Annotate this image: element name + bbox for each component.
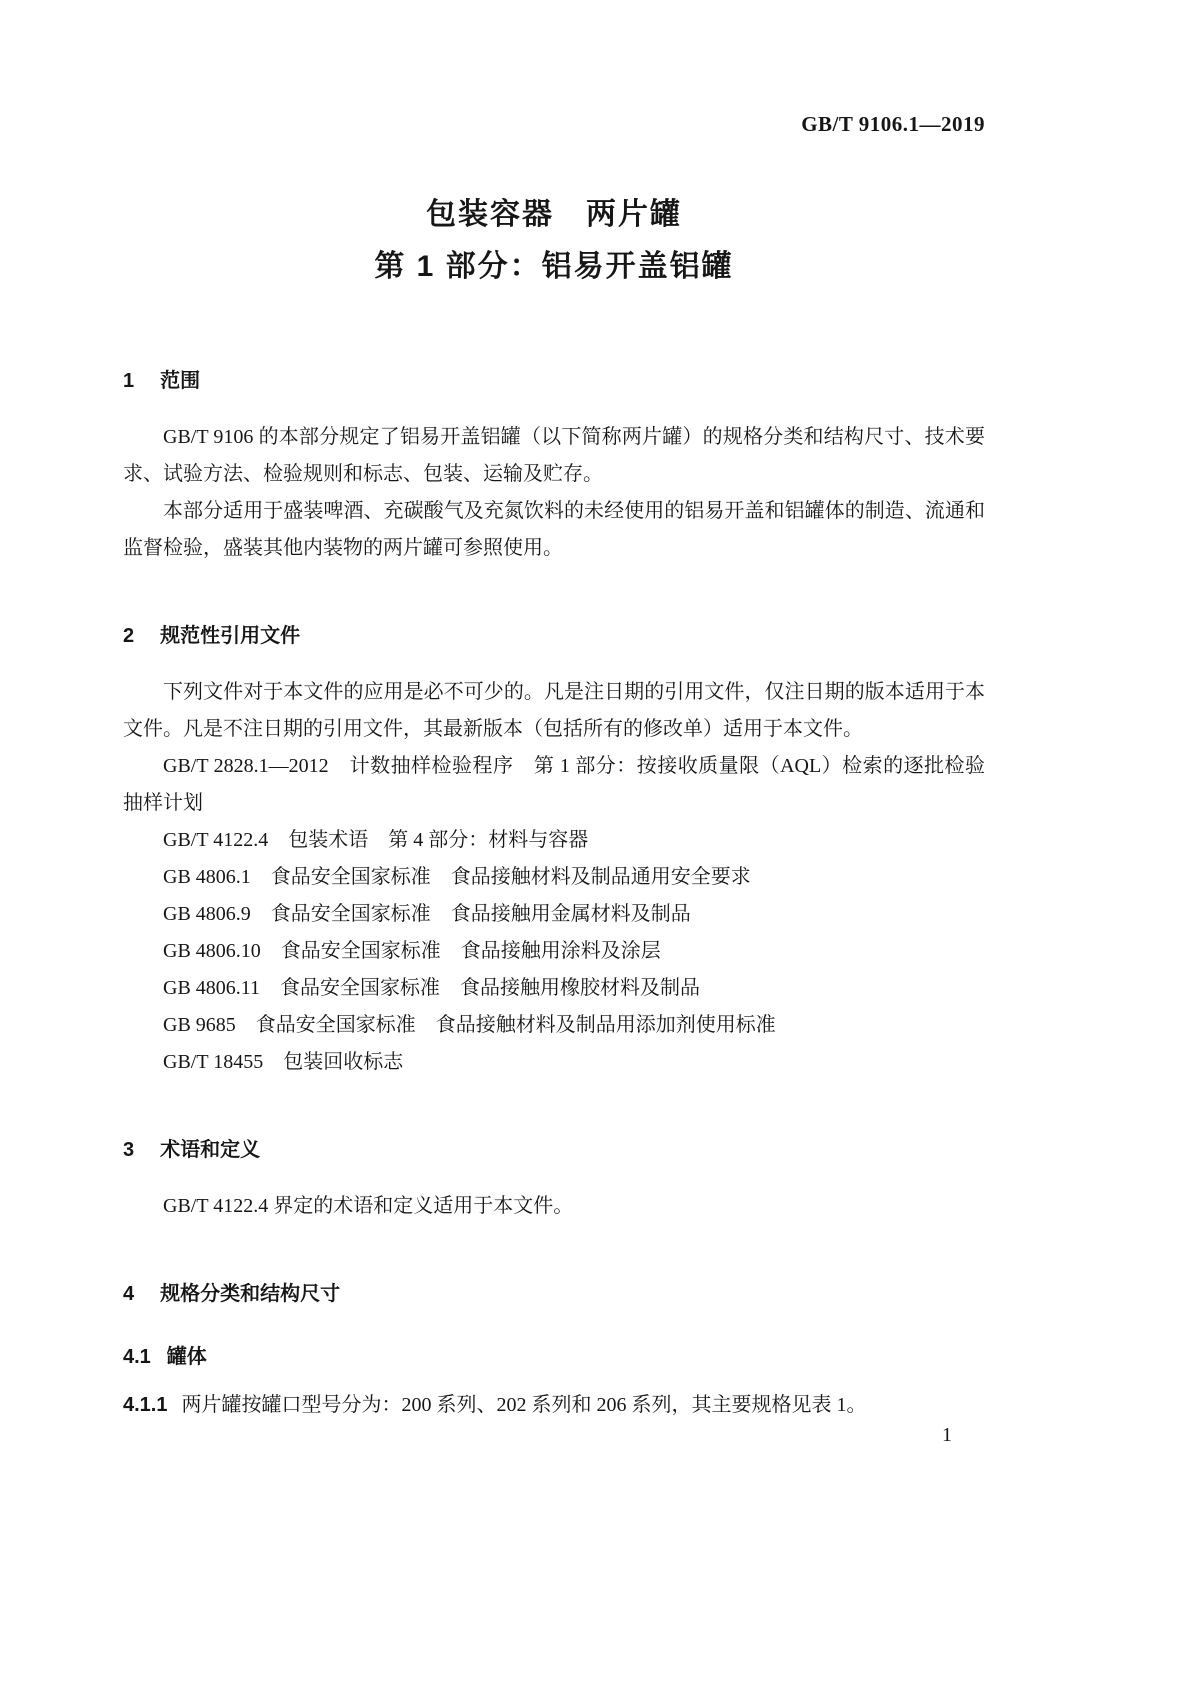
section-1-title: 范围 [160,370,201,393]
page-number: 1 [942,1424,952,1446]
section-2-title: 规范性引用文件 [160,625,301,648]
subsection-4-1-number: 4.1 [123,1346,151,1369]
section-scope [123,364,985,567]
reference-item: GB 9685 食品安全国家标准 食品接触材料及制品用添加剂使用标准 [163,1014,776,1037]
title-line-2: 第 1 部分：铝易开盖铝罐 [374,249,734,283]
reference-item: GB/T 4122.4 包装术语 第 4 部分：材料与容器 [163,829,589,852]
section-1-heading [123,364,985,393]
document-title [123,189,985,292]
section-1-number: 1 [123,370,135,393]
reference-item: GB 4806.1 食品安全国家标准 食品接触材料及制品通用安全要求 [163,866,751,889]
reference-item: GB 4806.9 食品安全国家标准 食品接触用金属材料及制品 [163,903,691,926]
standard-number: GB/T 9106.1—2019 [801,112,985,136]
page-content [123,0,985,1424]
section-2-heading [123,619,985,648]
title-line-1: 包装容器 两片罐 [426,198,682,231]
document-header [123,0,985,137]
subsection-4-1-title: 罐体 [166,1346,207,1369]
section-2-number: 2 [123,625,135,648]
paragraph-terms: GB/T 4122.4 界定的术语和定义适用于本文件。 [163,1195,574,1218]
section-4-heading [123,1277,985,1306]
clause-4-1-1 [123,1387,985,1424]
reference-item: GB/T 2828.1—2012 计数抽样检验程序 第 1 部分：按接收质量限（AQL）检索的逐批检验抽样计划 [123,755,985,815]
reference-item: GB 4806.10 食品安全国家标准 食品接触用涂料及涂层 [163,940,661,963]
paragraph-references-intro: 下列文件对于本文件的应用是必不可少的。凡是注日期的引用文件，仅注日期的版本适用于本文件。凡是不注日期的引用文件，其最新版本（包括所有的修改单）适用于本文件。 [123,681,985,741]
section-3-title: 术语和定义 [160,1139,261,1162]
section-classification-dimensions [123,1277,985,1424]
paragraph-scope-1: GB/T 9106 的本部分规定了铝易开盖铝罐（以下简称两片罐）的规格分类和结构尺寸、技术要求、试验方法、检验规则和标志、包装、运输及贮存。 [123,426,985,486]
section-4-number: 4 [123,1283,135,1306]
paragraph-scope-2: 本部分适用于盛装啤酒、充碳酸气及充氮饮料的未经使用的铝易开盖和铝罐体的制造、流通和监督检验，盛装其他内装物的两片罐可参照使用。 [123,500,985,560]
section-3-number: 3 [123,1139,135,1162]
section-3-heading [123,1133,985,1162]
subsection-4-1-heading [123,1340,985,1369]
section-terms-definitions [123,1133,985,1225]
section-normative-references [123,619,985,1081]
clause-4-1-1-number: 4.1.1 [123,1394,168,1417]
clause-4-1-1-text: 两片罐按罐口型号分为：200 系列、202 系列和 206 系列，其主要规格见表 1。 [181,1394,867,1417]
reference-item: GB/T 18455 包装回收标志 [163,1051,404,1074]
section-4-title: 规格分类和结构尺寸 [160,1283,341,1306]
reference-item: GB 4806.11 食品安全国家标准 食品接触用橡胶材料及制品 [163,977,701,1000]
